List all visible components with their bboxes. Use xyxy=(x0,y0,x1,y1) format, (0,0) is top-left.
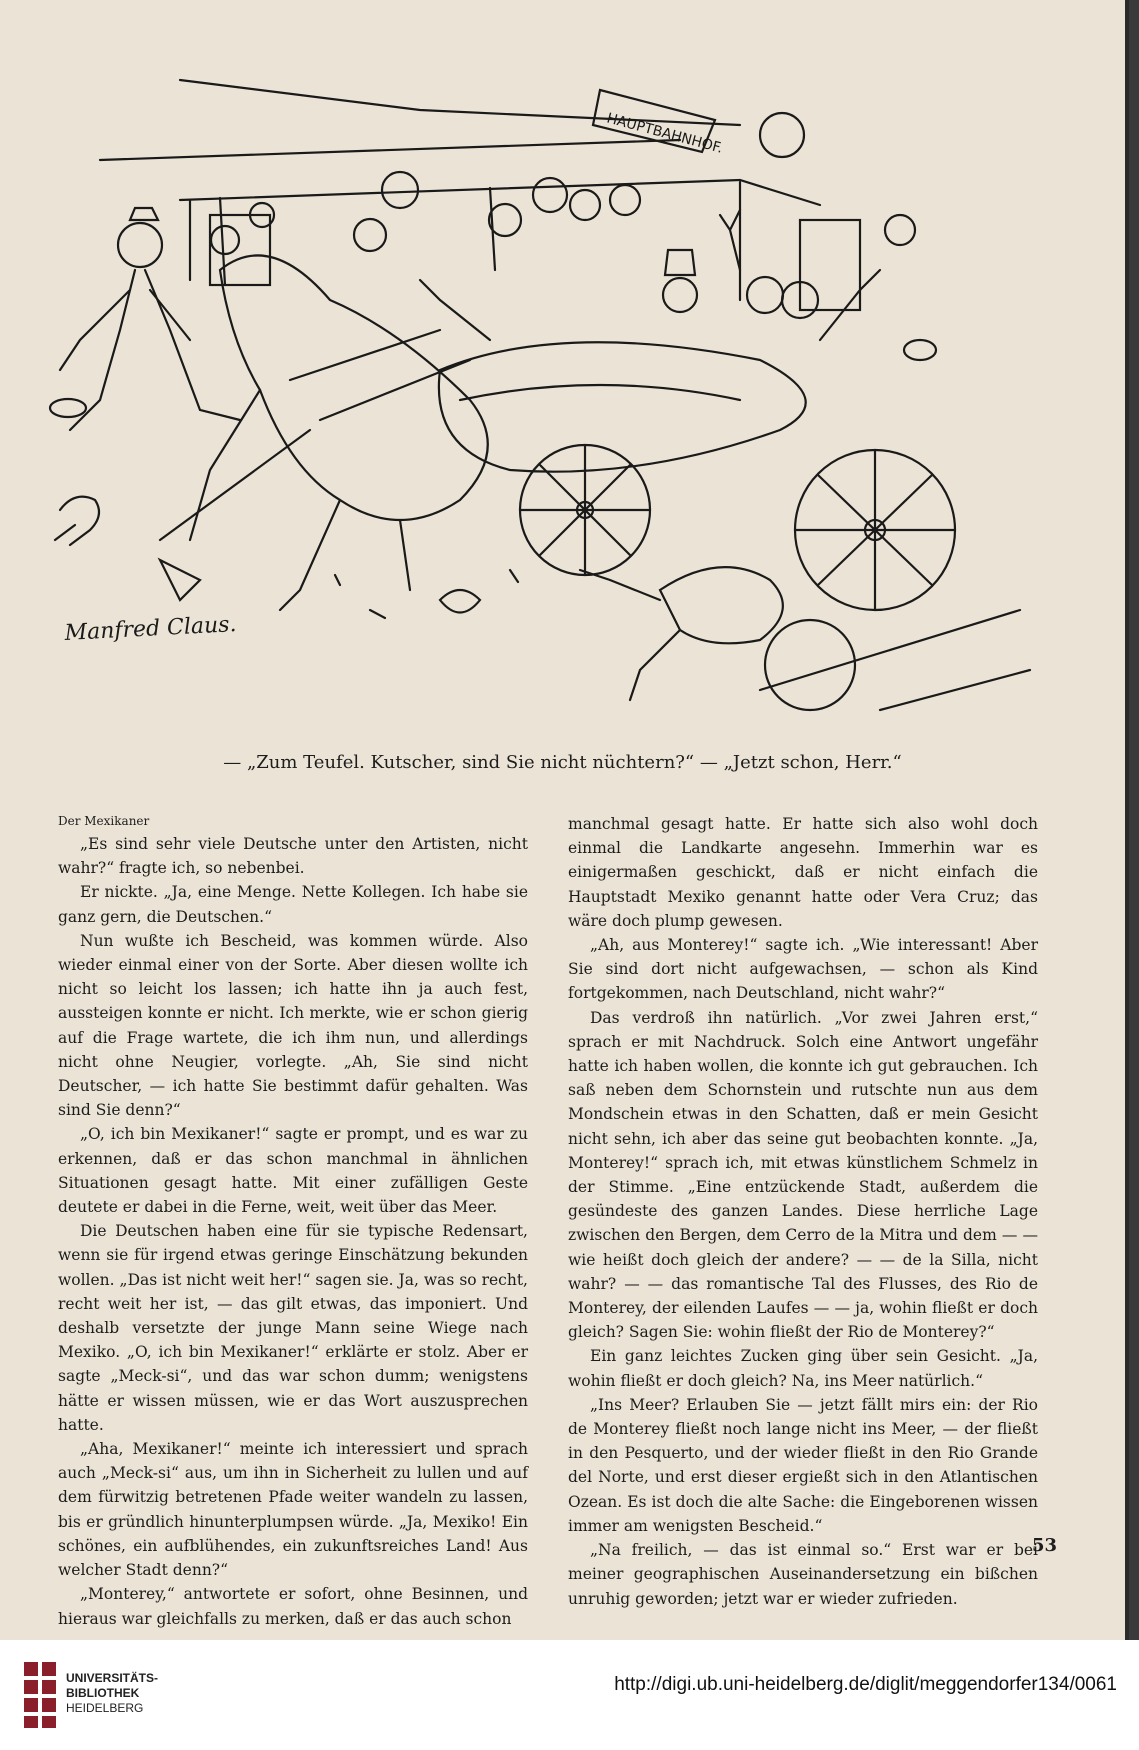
paragraph: „Monterey,“ antwortete er sofort, ohne Besinnen, und hieraus war gleichfalls zu merken, daß er das auch schon xyxy=(58,1585,528,1628)
paragraph: Die Deutschen haben eine für sie typische Redensart, wenn sie für irgend etwas geringe Einschätzung bekunden wollen. „Das ist nicht weit her!“ sagen sie. Ja, was so recht, recht weit her ist, — das gilt etwas, das imponiert. Und deshalb versetzte der junge Mann seine Wiege nach Mexiko. „O, ich bin Mexikaner!“ erklärte er stolz. Aber er sagte „Meck-si“, und das war schon dumm; wenigstens hätte er wissen müssen, wie er das Wort auszusprechen hatte. xyxy=(58,1222,528,1434)
library-name-line2: BIBLIOTHEK xyxy=(66,1686,140,1700)
paragraph: „Ins Meer? Erlauben Sie — jetzt fällt mirs ein: der Rio de Monterey fließt noch lange nicht ins Meer, — der fließt in den Pesquerto, und der wieder fließt in den Rio Grande del Norte, und erst dieser ergießt sich in den Atlantischen Ozean. Es ist doch die alte Sache: die Eingeborenen wissen immer am wenigsten Bescheid.“ xyxy=(568,1395,1038,1535)
source-url-link[interactable]: http://digi.ub.uni-heidelberg.de/diglit/meggendorfer134/0061 xyxy=(614,1674,1117,1695)
paragraph: „O, ich bin Mexikaner!“ sagte er prompt, und es war zu erkennen, daß er das schon manchmal in ähnlichen Situationen gesagt hatte. Mit einer zufälligen Geste deutete er dabei in die Ferne, weit, weit über das Meer. xyxy=(58,1125,528,1217)
illustration-caption: — „Zum Teufel. Kutscher, sind Sie nicht nüchtern?“ — „Jetzt schon, Herr.“ xyxy=(223,752,902,773)
text-column-left xyxy=(58,812,528,1631)
cartoon-illustration xyxy=(40,70,1040,740)
paragraph: Er nickte. „Ja, eine Menge. Nette Kollegen. Ich habe sie ganz gern, die Deutschen.“ xyxy=(58,883,528,926)
paragraph: „Aha, Mexikaner!“ meinte ich interessiert und sprach auch „Meck-si“ aus, um ihn in Sicherheit zu lullen und auf dem fürwitzig betretenen Pfade weiter wandeln zu lassen, bis er gründlich hinunterplumpsen würde. „Ja, Mexiko! Ein schönes, ein aufblühendes, ein zukunftsreiches Land! Aus welcher Stadt denn?“ xyxy=(58,1440,528,1580)
paragraph: „Na freilich, — das ist einmal so.“ Erst war er bei meiner geographischen Auseinandersetzung ein bißchen unruhig geworden; jetzt war er wieder zufrieden. xyxy=(568,1541,1038,1608)
library-name-line3: HEIDELBERG xyxy=(66,1701,144,1715)
station-sign-text: HAUPTBAHNHOF. xyxy=(604,110,725,157)
paragraph: Das verdroß ihn natürlich. „Vor zwei Jahren erst,“ sprach er mit Nachdruck. Solch eine Antwort ungefähr hatte ich haben wollen, die konnte ich gut gebrauchen. Ich saß neben dem Schornstein und rutschte nun aus dem Mondschein etwas in den Schatten, daß er mein Gesicht nicht sehn, ich aber das seine gut beobachten konnte. „Ja, Monterey!“ sprach ich, mit etwas künstlichem Schmelz in der Stimme. „Eine entzückende Stadt, außerdem die gesündeste des ganzen Landes. Diese herrliche Lage zwischen den Bergen, dem Cerro de la Mitra und dem — — wie heißt doch gleich der andere? — — de la Silla, nicht wahr? — — das romantische Tal des Flusses, des Rio de Monterey, der eilenden Laufes — — ja, wohin fließt er doch gleich? Sagen Sie: wohin fließt der Rio de Monterey?“ xyxy=(568,1008,1038,1342)
library-name xyxy=(66,1671,158,1716)
text-column-right xyxy=(568,812,1038,1611)
page-number: 53 xyxy=(1032,1535,1058,1556)
paragraph: „Es sind sehr viele Deutsche unter den Artisten, nicht wahr?“ fragte ich, so nebenbei. xyxy=(58,835,528,878)
cartoon-drawing xyxy=(40,70,1040,740)
paragraph: Ein ganz leichtes Zucken ging über sein Gesicht. „Ja, wohin fließt er doch gleich? Na, ins Meer natürlich.“ xyxy=(568,1347,1038,1390)
library-name-line1: UNIVERSITÄTS- xyxy=(66,1671,159,1685)
library-logo-icon xyxy=(24,1662,58,1728)
paragraph: manchmal gesagt hatte. Er hatte sich also wohl doch einmal die Landkarte angesehn. Immerhin war es einigermaßen geschickt, daß er nicht einfach die Hauptstadt Mexiko genannt hatte oder Vera Cruz; das wäre doch plump gewesen. xyxy=(568,815,1038,930)
paragraph: „Ah, aus Monterey!“ sagte ich. „Wie interessant! Aber Sie sind dort nicht aufgewachsen, — schon als Kind fortgekommen, nach Deutschland, nicht wahr?“ xyxy=(568,936,1038,1003)
running-head: Der Mexikaner xyxy=(58,814,150,828)
artist-signature: Manfred Claus. xyxy=(64,612,238,646)
library-footer xyxy=(0,1640,1139,1750)
paragraph: Nun wußte ich Bescheid, was kommen würde. Also wieder einmal einer von der Sorte. Aber diesen wollte ich nicht so leicht los lassen; ich hatte ihn ja auch fest, aussteigen konnte er nicht. Ich merkte, wie er schon gierig auf die Frage wartete, die ich ihm nun, und allerdings nicht ohne Neugier, vorlegte. „Ah, Sie sind nicht Deutscher, — ich hatte Sie bestimmt dafür gehalten. Was sind Sie denn?“ xyxy=(58,931,528,1120)
